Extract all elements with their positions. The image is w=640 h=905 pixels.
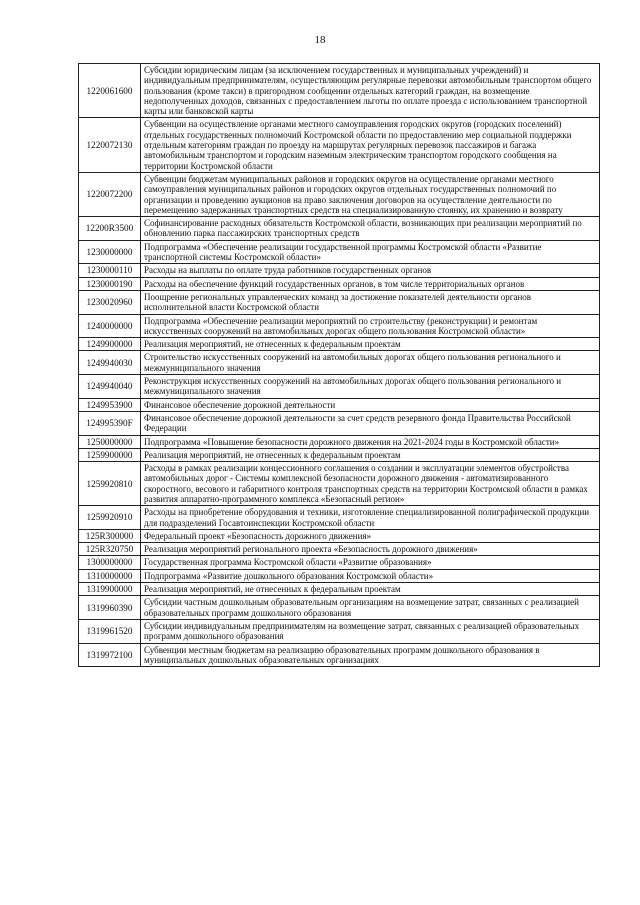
table-row xyxy=(79,338,600,351)
table-row xyxy=(79,217,600,241)
budget-code-cell: 1319960390 xyxy=(79,596,141,620)
table-row xyxy=(79,462,600,506)
budget-code-cell: 1249940030 xyxy=(79,351,141,375)
budget-code-cell: 1220072130 xyxy=(79,118,141,172)
table-row xyxy=(79,240,600,264)
table-row xyxy=(79,643,600,667)
table-row xyxy=(79,506,600,530)
description-cell: Расходы на выплаты по оплате труда работников государственных органов xyxy=(141,264,600,277)
description-cell: Государственная программа Костромской области «Развитие образования» xyxy=(141,556,600,569)
budget-code-cell: 12200R3500 xyxy=(79,217,141,241)
budget-code-cell: 1230000110 xyxy=(79,264,141,277)
table-row xyxy=(79,619,600,643)
table-row xyxy=(79,556,600,569)
table-row xyxy=(79,314,600,338)
budget-code-cell: 1259900000 xyxy=(79,448,141,461)
description-cell: Реконструкция искусственных сооружений на автомобильных дорогах общего пользования регионального и межмуниципального значения xyxy=(141,375,600,399)
budget-code-cell: 1259920810 xyxy=(79,462,141,506)
description-cell: Подпрограмма «Обеспечение реализации государственной программы Костромской области «Развитие транспортной системы Костромской области» xyxy=(141,240,600,264)
table-row xyxy=(79,375,600,399)
page-number: 18 xyxy=(314,34,326,46)
budget-code-cell: 1220072200 xyxy=(79,172,141,216)
table-row xyxy=(79,64,600,118)
description-cell: Субсидии частным дошкольным образовательным организациям на возмещение затрат, связанных с реализацией образовательных программ дошкольного образования xyxy=(141,596,600,620)
table-row xyxy=(79,290,600,314)
budget-code-cell: 1220061600 xyxy=(79,64,141,118)
table-row xyxy=(79,264,600,277)
table-row xyxy=(79,411,600,435)
budget-code-cell: 1319972100 xyxy=(79,643,141,667)
description-cell: Финансовое обеспечение дорожной деятельности xyxy=(141,398,600,411)
description-cell: Подпрограмма «Развитие дошкольного образования Костромской области» xyxy=(141,569,600,582)
budget-code-cell: 1319900000 xyxy=(79,583,141,596)
description-cell: Субвенции на осуществление органами местного самоуправления городских округов (городских поселений) отдельных государственных полномочий Костромской области по предоставлению мер социальной поддержки отдельным категориям граждан по проезду на маршрутах регулярных перевозок пассажиров и багажа автомобильным транспортом и городским наземным электрическим транспортом городского сообщения на территории Костромской области xyxy=(141,118,600,172)
budget-code-cell: 1240000000 xyxy=(79,314,141,338)
description-cell: Расходы в рамках реализации концессионного соглашения о создании и эксплуатации элементов обустройства автомобильных дорог - Системы комплексной безопасности дорожного движения - автоматизированного скоростного, весового и габаритного контроля транспортных средств на территории Костромской области в рамках развития аппаратно-программного комплекса «Безопасный регион» xyxy=(141,462,600,506)
table-row xyxy=(79,569,600,582)
budget-code-cell: 1319961520 xyxy=(79,619,141,643)
table-row xyxy=(79,435,600,448)
description-cell: Подпрограмма «Повышение безопасности дорожного движения на 2021-2024 годы в Костромской области» xyxy=(141,435,600,448)
table-row xyxy=(79,118,600,172)
description-cell: Реализация мероприятий регионального проекта «Безопасность дорожного движения» xyxy=(141,543,600,556)
description-cell: Субвенции бюджетам муниципальных районов и городских округов на осуществление органами местного самоуправления муниципальных районов и городских округов отдельных государственных полномочий по организации и проведению аукционов на право заключения договоров на осуществление деятельности по перемещению задержанных транспортных средств на специализированную стоянку, их хранению и возврату xyxy=(141,172,600,216)
table-row xyxy=(79,277,600,290)
description-cell: Субсидии юридическим лицам (за исключением государственных и муниципальных учреждений) и индивидуальным предпринимателям, осуществляющим регулярные перевозки автомобильным транспортом общего пользования (кроме такси) в пригородном сообщении отдельных категорий граждан, на возмещение недополученных доходов, связанных с предоставлением льготы по оплате проезда с использованием транспортной карты или банковской карты xyxy=(141,64,600,118)
budget-code-cell: 125R320750 xyxy=(79,543,141,556)
budget-code-cell: 1310000000 xyxy=(79,569,141,582)
budget-code-cell: 1300000000 xyxy=(79,556,141,569)
budget-code-cell: 124995390F xyxy=(79,411,141,435)
description-cell: Софинансирование расходных обязательств Костромской области, возникающих при реализации мероприятий по обновлению парка пассажирских транспортных средств xyxy=(141,217,600,241)
budget-code-cell: 1230000000 xyxy=(79,240,141,264)
table-row xyxy=(79,172,600,216)
budget-code-cell: 1249953900 xyxy=(79,398,141,411)
table-row xyxy=(79,529,600,542)
budget-code-cell: 1259920910 xyxy=(79,506,141,530)
description-cell: Субвенции местным бюджетам на реализацию образовательных программ дошкольного образования в муниципальных дошкольных образовательных организациях xyxy=(141,643,600,667)
description-cell: Поощрение региональных управленческих команд за достижение показателей деятельности органов исполнительной власти Костромской области xyxy=(141,290,600,314)
table-row xyxy=(79,583,600,596)
description-cell: Расходы на приобретение оборудования и техники, изготовление специализированной полиграфической продукции для подразделений Госавтоинспекции Костромской области xyxy=(141,506,600,530)
table-row xyxy=(79,351,600,375)
description-cell: Реализация мероприятий, не отнесенных к федеральным проектам xyxy=(141,583,600,596)
table-row xyxy=(79,448,600,461)
description-cell: Расходы на обеспечение функций государственных органов, в том числе территориальных органов xyxy=(141,277,600,290)
description-cell: Субсидии индивидуальным предпринимателям на возмещение затрат, связанных с реализацией образовательных программ дошкольного образования xyxy=(141,619,600,643)
budget-code-cell: 1250000000 xyxy=(79,435,141,448)
budget-code-cell: 1230000190 xyxy=(79,277,141,290)
budget-code-cell: 125R300000 xyxy=(79,529,141,542)
budget-code-cell: 1249940040 xyxy=(79,375,141,399)
description-cell: Федеральный проект «Безопасность дорожного движения» xyxy=(141,529,600,542)
table-row xyxy=(79,543,600,556)
description-cell: Строительство искусственных сооружений на автомобильных дорогах общего пользования регионального и межмуниципального значения xyxy=(141,351,600,375)
description-cell: Реализация мероприятий, не отнесенных к федеральным проектам xyxy=(141,448,600,461)
description-cell: Реализация мероприятий, не отнесенных к федеральным проектам xyxy=(141,338,600,351)
budget-code-cell: 1249900000 xyxy=(79,338,141,351)
description-cell: Финансовое обеспечение дорожной деятельности за счет средств резервного фонда Правительства Российской Федерации xyxy=(141,411,600,435)
table-row xyxy=(79,596,600,620)
table-body xyxy=(79,64,600,667)
table-row xyxy=(79,398,600,411)
budget-code-cell: 1230020960 xyxy=(79,290,141,314)
description-cell: Подпрограмма «Обеспечение реализации мероприятий по строительству (реконструкции) и ремонтам искусственных сооружений на автомобильных дорогах общего пользования Костромской области» xyxy=(141,314,600,338)
budget-code-table xyxy=(78,63,600,667)
